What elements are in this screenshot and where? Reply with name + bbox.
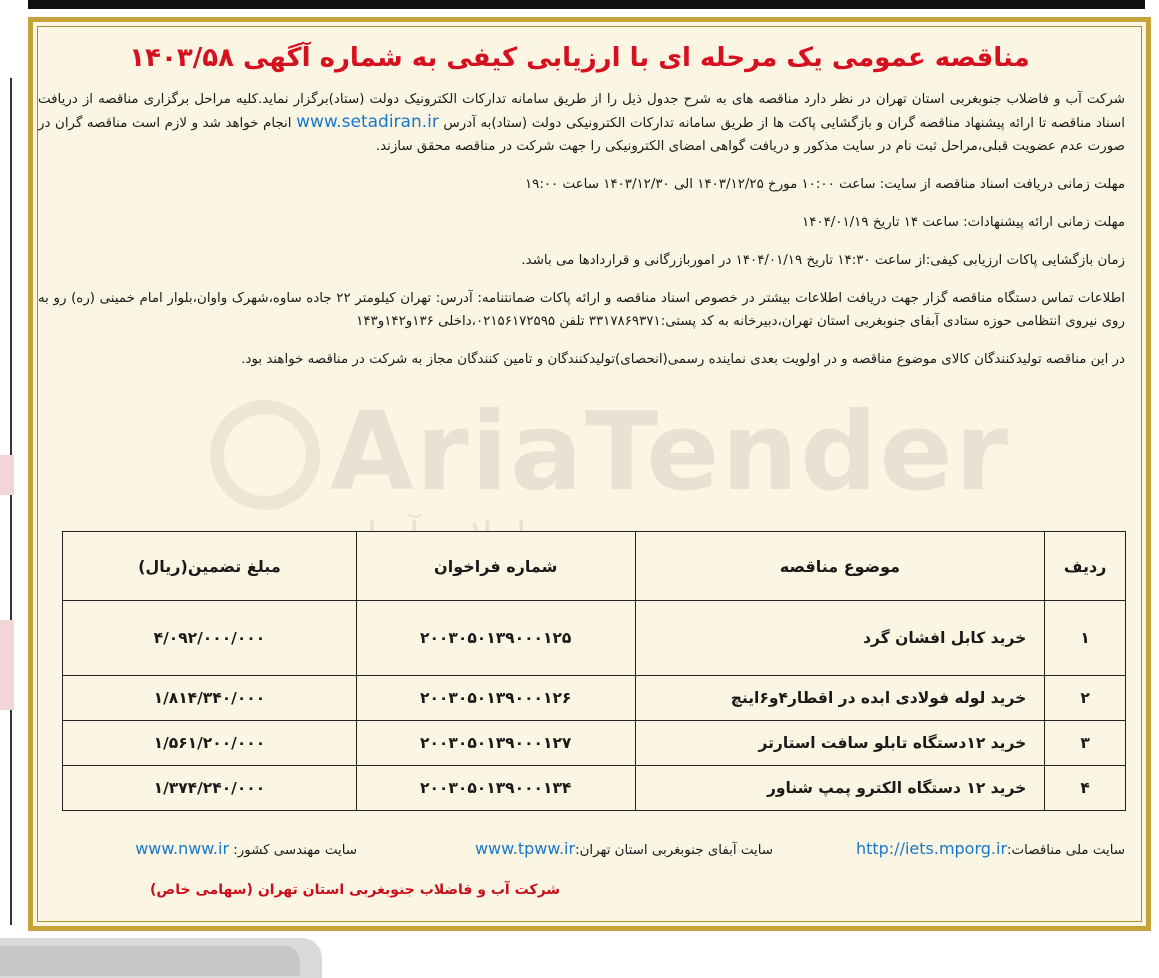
websites-line [50, 836, 1125, 862]
header-guarantee-amount: مبلغ تضمین(ریال) [63, 532, 357, 601]
table-row [63, 721, 1126, 766]
intro-paragraph [38, 88, 1125, 158]
bottom-tab-inner [0, 946, 300, 976]
call-number: ۲۰۰۳۰۵۰۱۳۹۰۰۰۱۳۴ [356, 766, 635, 811]
guarantee-amount: ۱/۸۱۴/۳۴۰/۰۰۰ [63, 676, 357, 721]
abfa-site [475, 836, 773, 864]
bid-deadline: مهلت زمانی ارائه پیشنهادات: ساعت ۱۴ تاریخ ۱۴۰۴/۰۱/۱۹ [802, 215, 1125, 230]
guarantee-amount: ۱/۳۷۴/۲۴۰/۰۰۰ [63, 766, 357, 811]
header-call-number: شماره فراخوان [356, 532, 635, 601]
call-number: ۲۰۰۳۰۵۰۱۳۹۰۰۰۱۲۷ [356, 721, 635, 766]
company-signature: شرکت آب و فاضلاب جنوبغربی استان تهران (سهامی خاص) [150, 882, 561, 898]
announcement-body [38, 88, 1125, 371]
setadiran-link[interactable]: www.setadiran.ir [296, 112, 439, 132]
call-number: ۲۰۰۳۰۵۰۱۳۹۰۰۰۱۲۵ [356, 601, 635, 676]
tenders-table [62, 531, 1126, 811]
national-site-link[interactable]: http://iets.mporg.ir [855, 839, 1008, 858]
tender-subject: خرید لوله فولادی ابده در اقطار۴و۶اینچ [635, 676, 1045, 721]
contact-info: اطلاعات تماس دستگاه مناقصه گزار جهت دریافت اطلاعات بیشتر در خصوص اسناد مناقصه و ارائه پاکات ضمانتنامه: آدرس: تهران کیلومتر ۲۲ جاده ساوه،شهرک واوان،بلوار امام خمینی (ره) رو به روی نیروی انتظامی حوزه ستادی آبفای جنوبغربی استان تهران،دبیرخانه به کد پستی:۳۳۱۷۸۶۹۳۷۱ تلفن ۰۲۱۵۶۱۷۲۵۹۵،داخلی ۱۳۶و۱۴۲و۱۴۳ [38, 291, 1125, 329]
header-row-number: ردیف [1045, 532, 1126, 601]
table-row [63, 601, 1126, 676]
table-header-row [63, 532, 1126, 601]
tender-subject: خرید کابل افشان گرد [635, 601, 1045, 676]
intro-text-1: شرکت آب و فاضلاب جنوبغربی استان تهران در نظر دارد مناقصه های به شرح جدول ذیل را از طریق سامانه تدارکات الکترونیک دولت (ستاد)برگزار نماید.کلیه مراحل برگزاری مناقصه از دریافت اسناد مناقصه تا ارائه پیشنهاد مناقصه گران و بازگشایی پاکت ها از طریق سامانه تدارکات الکترونیکی دولت (ستاد)به آدرس [38, 92, 1125, 131]
tender-subject: خرید ۱۲دستگاه تابلو سافت استارتر [635, 721, 1045, 766]
left-edge-mark [0, 620, 14, 710]
abfa-site-label: سایت آبفای جنوبغربی استان تهران: [575, 843, 773, 858]
abfa-site-link[interactable]: www.tpww.ir [474, 839, 576, 858]
table-row [63, 676, 1126, 721]
page-title: مناقصه عمومی یک مرحله ای با ارزیابی کیفی به شماره آگهی ۱۴۰۳/۵۸ [129, 43, 1030, 73]
header-subject: موضوع مناقصه [635, 532, 1045, 601]
national-site [856, 836, 1125, 864]
eligibility-note: در این مناقصه تولیدکنندگان کالای موضوع مناقصه و در اولویت بعدی نماینده رسمی(انحصای)تولیدکنندگان و تامین کنندگان مجاز به شرکت در مناقصه خواهند بود. [241, 352, 1125, 367]
row-number: ۲ [1045, 676, 1126, 721]
left-edge-mark [0, 455, 14, 495]
row-number: ۴ [1045, 766, 1126, 811]
call-number: ۲۰۰۳۰۵۰۱۳۹۰۰۰۱۲۶ [356, 676, 635, 721]
engineering-site-label: سایت مهندسی کشور: [233, 843, 357, 858]
docs-deadline: مهلت زمانی دریافت اسناد مناقصه از سایت: ساعت ۱۰:۰۰ مورخ ۱۴۰۳/۱۲/۲۵ الی ۱۴۰۳/۱۲/۳۰ ساعت ۱۹:۰۰ [524, 177, 1125, 192]
guarantee-amount: ۱/۵۶۱/۲۰۰/۰۰۰ [63, 721, 357, 766]
national-site-label: سایت ملی مناقصات: [1007, 843, 1125, 858]
intro-text-2: انجام خواهد شد و لازم است مناقصه گران در صورت عدم عضویت قبلی،مراحل ثبت نام در سایت مذکور و دریافت گواهی امضای الکترونیکی را جهت شرکت در مناقصه محقق سازند. [38, 116, 1125, 154]
row-number: ۳ [1045, 721, 1126, 766]
row-number: ۱ [1045, 601, 1126, 676]
opening-time: زمان بازگشایی پاکات ارزیابی کیفی:از ساعت ۱۴:۳۰ تاریخ ۱۴۰۴/۰۱/۱۹ در اموربازرگانی و قراردادها می باشد. [521, 253, 1125, 268]
table-row [63, 766, 1126, 811]
top-rule [28, 0, 1145, 9]
engineering-site [135, 836, 357, 864]
engineering-site-link[interactable]: www.nww.ir [135, 839, 230, 858]
left-column-rule [10, 78, 12, 925]
guarantee-amount: ۴/۰۹۲/۰۰۰/۰۰۰ [63, 601, 357, 676]
tender-subject: خرید ۱۲ دستگاه الکترو پمپ شناور [635, 766, 1045, 811]
